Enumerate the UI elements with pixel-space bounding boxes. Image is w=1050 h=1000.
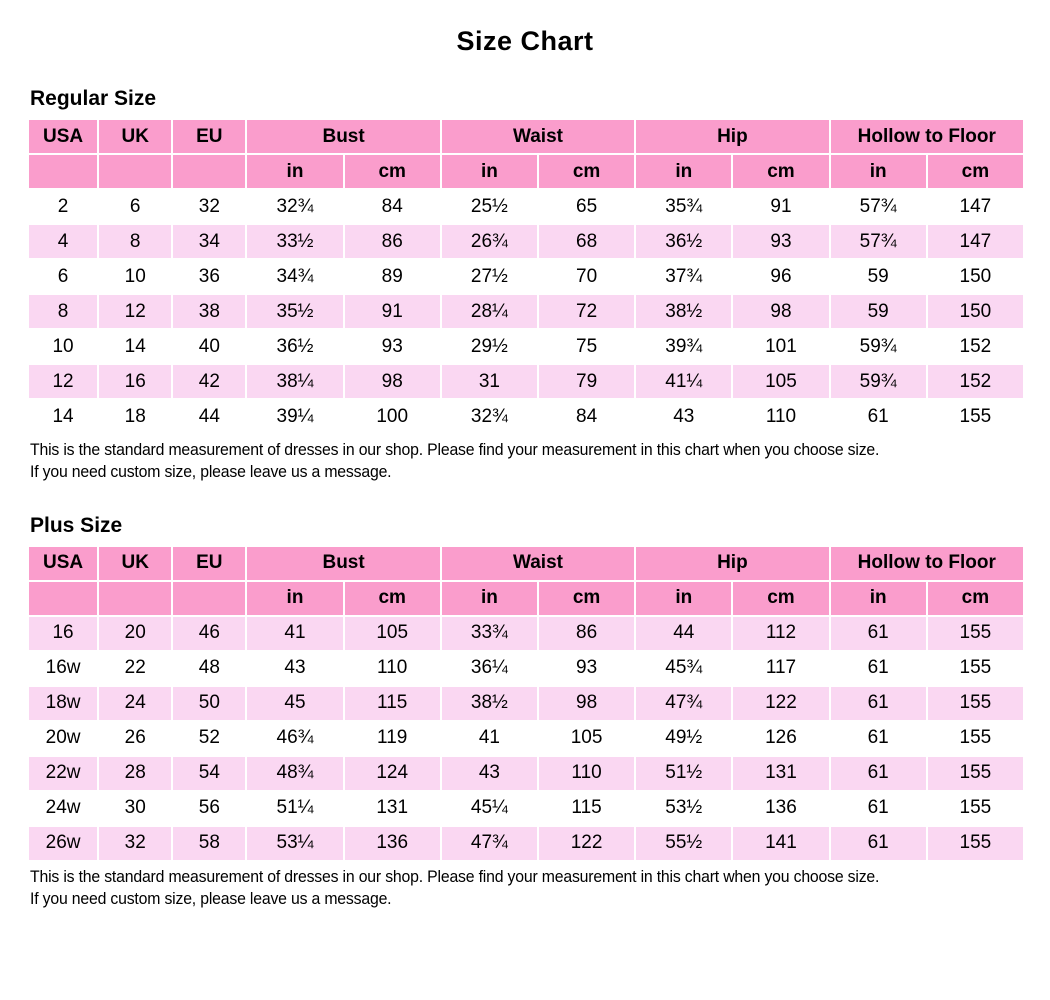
size-cell: 39¼ (247, 400, 342, 433)
size-cell: 16 (29, 617, 97, 650)
size-cell: 61 (831, 792, 926, 825)
column-header-spacer (173, 155, 245, 188)
size-cell: 54 (173, 757, 245, 790)
size-cell: 59 (831, 260, 926, 293)
size-cell: 6 (99, 190, 171, 223)
size-cell: 57¾ (831, 225, 926, 258)
size-cell: 47¾ (636, 687, 731, 720)
size-cell: 57¾ (831, 190, 926, 223)
size-cell: 56 (173, 792, 245, 825)
size-cell: 44 (636, 617, 731, 650)
size-cell: 70 (539, 260, 634, 293)
size-cell: 41¼ (636, 365, 731, 398)
size-cell: 112 (733, 617, 828, 650)
size-cell: 152 (928, 365, 1023, 398)
size-cell: 32 (173, 190, 245, 223)
unit-header-in: in (636, 155, 731, 188)
column-header-spacer (29, 155, 97, 188)
size-cell: 44 (173, 400, 245, 433)
size-row-16 (29, 617, 1023, 650)
size-row-6 (29, 260, 1023, 293)
size-cell: 16w (29, 652, 97, 685)
size-cell: 58 (173, 827, 245, 860)
size-cell: 41 (247, 617, 342, 650)
size-cell: 117 (733, 652, 828, 685)
size-cell: 24w (29, 792, 97, 825)
size-cell: 48¾ (247, 757, 342, 790)
size-cell: 155 (928, 827, 1023, 860)
size-cell: 96 (733, 260, 828, 293)
size-row-16w (29, 652, 1023, 685)
size-row-22w (29, 757, 1023, 790)
size-cell: 8 (99, 225, 171, 258)
size-cell: 46 (173, 617, 245, 650)
regular-size-section (0, 87, 1050, 484)
size-cell: 55½ (636, 827, 731, 860)
note-line-1: This is the standard measurement of dresses in our shop. Please find your measurement in this chart when you choose size. (30, 440, 880, 459)
size-cell: 38 (173, 295, 245, 328)
size-cell: 51½ (636, 757, 731, 790)
size-cell: 105 (345, 617, 440, 650)
plus-size-table (27, 545, 1025, 862)
size-cell: 30 (99, 792, 171, 825)
size-cell: 61 (831, 400, 926, 433)
size-row-2 (29, 190, 1023, 223)
unit-header-in: in (831, 155, 926, 188)
size-cell: 50 (173, 687, 245, 720)
size-cell: 84 (539, 400, 634, 433)
size-cell: 45 (247, 687, 342, 720)
section-heading-regular: Regular Size (30, 87, 157, 110)
size-cell: 40 (173, 330, 245, 363)
header-row-groups (29, 547, 1023, 580)
size-row-18w (29, 687, 1023, 720)
size-cell: 24 (99, 687, 171, 720)
column-header-hip: Hip (636, 120, 828, 153)
column-header-usa: USA (29, 547, 97, 580)
size-cell: 20w (29, 722, 97, 755)
size-cell: 45¼ (442, 792, 537, 825)
size-cell: 33½ (247, 225, 342, 258)
size-cell: 49½ (636, 722, 731, 755)
size-cell: 150 (928, 295, 1023, 328)
size-row-24w (29, 792, 1023, 825)
regular-size-table (27, 118, 1025, 435)
size-cell: 35¾ (636, 190, 731, 223)
header-row-units (29, 155, 1023, 188)
size-cell: 147 (928, 190, 1023, 223)
size-cell: 18 (99, 400, 171, 433)
size-cell: 42 (173, 365, 245, 398)
size-cell: 10 (29, 330, 97, 363)
size-cell: 141 (733, 827, 828, 860)
size-cell: 124 (345, 757, 440, 790)
size-cell: 86 (539, 617, 634, 650)
size-cell: 61 (831, 687, 926, 720)
size-cell: 84 (345, 190, 440, 223)
column-header-usa: USA (29, 120, 97, 153)
column-header-uk: UK (99, 120, 171, 153)
size-cell: 25½ (442, 190, 537, 223)
size-cell: 79 (539, 365, 634, 398)
column-header-spacer (173, 582, 245, 615)
size-cell: 131 (345, 792, 440, 825)
size-cell: 2 (29, 190, 97, 223)
unit-header-cm: cm (539, 155, 634, 188)
size-cell: 101 (733, 330, 828, 363)
size-cell: 122 (733, 687, 828, 720)
size-cell: 61 (831, 757, 926, 790)
size-cell: 61 (831, 652, 926, 685)
note-line-2: If you need custom size, please leave us a message. (30, 462, 392, 482)
size-cell: 155 (928, 617, 1023, 650)
size-cell: 31 (442, 365, 537, 398)
column-header-eu: EU (173, 120, 245, 153)
size-cell: 126 (733, 722, 828, 755)
size-cell: 6 (29, 260, 97, 293)
size-cell: 38½ (636, 295, 731, 328)
size-cell: 12 (29, 365, 97, 398)
size-cell: 36½ (636, 225, 731, 258)
size-cell: 147 (928, 225, 1023, 258)
size-cell: 93 (539, 652, 634, 685)
size-cell: 43 (247, 652, 342, 685)
column-header-spacer (29, 582, 97, 615)
size-cell: 86 (345, 225, 440, 258)
unit-header-cm: cm (539, 582, 634, 615)
size-cell: 91 (733, 190, 828, 223)
size-cell: 26 (99, 722, 171, 755)
unit-header-in: in (247, 155, 342, 188)
size-cell: 26w (29, 827, 97, 860)
size-cell: 93 (345, 330, 440, 363)
size-cell: 53½ (636, 792, 731, 825)
size-cell: 61 (831, 617, 926, 650)
size-cell: 59 (831, 295, 926, 328)
size-cell: 26¾ (442, 225, 537, 258)
column-header-bust: Bust (247, 120, 439, 153)
unit-header-cm: cm (733, 155, 828, 188)
size-cell: 32 (99, 827, 171, 860)
column-header-hip: Hip (636, 547, 828, 580)
size-cell: 16 (99, 365, 171, 398)
header-row-units (29, 582, 1023, 615)
size-cell: 75 (539, 330, 634, 363)
size-cell: 20 (99, 617, 171, 650)
size-cell: 119 (345, 722, 440, 755)
size-cell: 93 (733, 225, 828, 258)
size-cell: 100 (345, 400, 440, 433)
size-cell: 98 (539, 687, 634, 720)
size-cell: 18w (29, 687, 97, 720)
unit-header-in: in (442, 582, 537, 615)
size-cell: 46¾ (247, 722, 342, 755)
column-header-bust: Bust (247, 547, 439, 580)
page-title: Size Chart (456, 26, 594, 56)
size-cell: 110 (539, 757, 634, 790)
size-cell: 136 (733, 792, 828, 825)
size-cell: 155 (928, 757, 1023, 790)
size-cell: 65 (539, 190, 634, 223)
size-cell: 14 (29, 400, 97, 433)
size-row-12 (29, 365, 1023, 398)
size-cell: 35½ (247, 295, 342, 328)
size-cell: 8 (29, 295, 97, 328)
size-cell: 136 (345, 827, 440, 860)
note-line-2: If you need custom size, please leave us a message. (30, 889, 392, 909)
size-cell: 98 (733, 295, 828, 328)
size-cell: 91 (345, 295, 440, 328)
unit-header-cm: cm (733, 582, 828, 615)
size-cell: 28 (99, 757, 171, 790)
size-cell: 150 (928, 260, 1023, 293)
unit-header-cm: cm (928, 155, 1023, 188)
unit-header-cm: cm (928, 582, 1023, 615)
unit-header-in: in (442, 155, 537, 188)
column-header-eu: EU (173, 547, 245, 580)
size-cell: 89 (345, 260, 440, 293)
size-cell: 38½ (442, 687, 537, 720)
size-cell: 59¾ (831, 365, 926, 398)
size-cell: 61 (831, 722, 926, 755)
size-cell: 41 (442, 722, 537, 755)
size-cell: 45¾ (636, 652, 731, 685)
size-cell: 110 (733, 400, 828, 433)
size-cell: 47¾ (442, 827, 537, 860)
size-cell: 36¼ (442, 652, 537, 685)
size-cell: 59¾ (831, 330, 926, 363)
size-cell: 122 (539, 827, 634, 860)
size-cell: 155 (928, 400, 1023, 433)
size-cell: 36 (173, 260, 245, 293)
size-row-26w (29, 827, 1023, 860)
size-cell: 37¾ (636, 260, 731, 293)
size-row-10 (29, 330, 1023, 363)
size-cell: 98 (345, 365, 440, 398)
column-header-waist: Waist (442, 120, 634, 153)
size-cell: 110 (345, 652, 440, 685)
measurement-note-plus (30, 866, 979, 911)
size-cell: 155 (928, 652, 1023, 685)
size-cell: 27½ (442, 260, 537, 293)
size-row-8 (29, 295, 1023, 328)
size-cell: 43 (442, 757, 537, 790)
size-cell: 51¼ (247, 792, 342, 825)
column-header-spacer (99, 155, 171, 188)
size-cell: 155 (928, 722, 1023, 755)
size-cell: 36½ (247, 330, 342, 363)
size-cell: 72 (539, 295, 634, 328)
size-cell: 32¾ (442, 400, 537, 433)
size-cell: 61 (831, 827, 926, 860)
size-row-14 (29, 400, 1023, 433)
size-cell: 155 (928, 792, 1023, 825)
column-header-waist: Waist (442, 547, 634, 580)
note-line-1: This is the standard measurement of dresses in our shop. Please find your measurement in this chart when you choose size. (30, 866, 880, 886)
size-cell: 43 (636, 400, 731, 433)
size-cell: 29½ (442, 330, 537, 363)
size-cell: 22w (29, 757, 97, 790)
unit-header-cm: cm (345, 155, 440, 188)
size-row-20w (29, 722, 1023, 755)
plus-size-section (0, 514, 1050, 911)
size-cell: 53¼ (247, 827, 342, 860)
size-cell: 12 (99, 295, 171, 328)
size-cell: 34 (173, 225, 245, 258)
measurement-note-regular (30, 439, 979, 484)
size-cell: 152 (928, 330, 1023, 363)
unit-header-in: in (831, 582, 926, 615)
unit-header-in: in (247, 582, 342, 615)
size-cell: 28¼ (442, 295, 537, 328)
size-cell: 48 (173, 652, 245, 685)
size-cell: 4 (29, 225, 97, 258)
unit-header-cm: cm (345, 582, 440, 615)
size-cell: 22 (99, 652, 171, 685)
size-cell: 115 (345, 687, 440, 720)
size-cell: 52 (173, 722, 245, 755)
column-header-hollow-to-floor: Hollow to Floor (831, 120, 1023, 153)
size-cell: 131 (733, 757, 828, 790)
size-cell: 14 (99, 330, 171, 363)
column-header-hollow-to-floor: Hollow to Floor (831, 547, 1023, 580)
size-cell: 33¾ (442, 617, 537, 650)
size-cell: 105 (733, 365, 828, 398)
size-row-4 (29, 225, 1023, 258)
size-cell: 32¾ (247, 190, 342, 223)
size-cell: 10 (99, 260, 171, 293)
size-cell: 68 (539, 225, 634, 258)
size-cell: 39¾ (636, 330, 731, 363)
size-cell: 34¾ (247, 260, 342, 293)
size-cell: 115 (539, 792, 634, 825)
column-header-spacer (99, 582, 171, 615)
section-heading-plus: Plus Size (30, 513, 123, 537)
size-cell: 155 (928, 687, 1023, 720)
unit-header-in: in (636, 582, 731, 615)
header-row-groups (29, 120, 1023, 153)
size-cell: 105 (539, 722, 634, 755)
size-cell: 38¼ (247, 365, 342, 398)
column-header-uk: UK (99, 547, 171, 580)
